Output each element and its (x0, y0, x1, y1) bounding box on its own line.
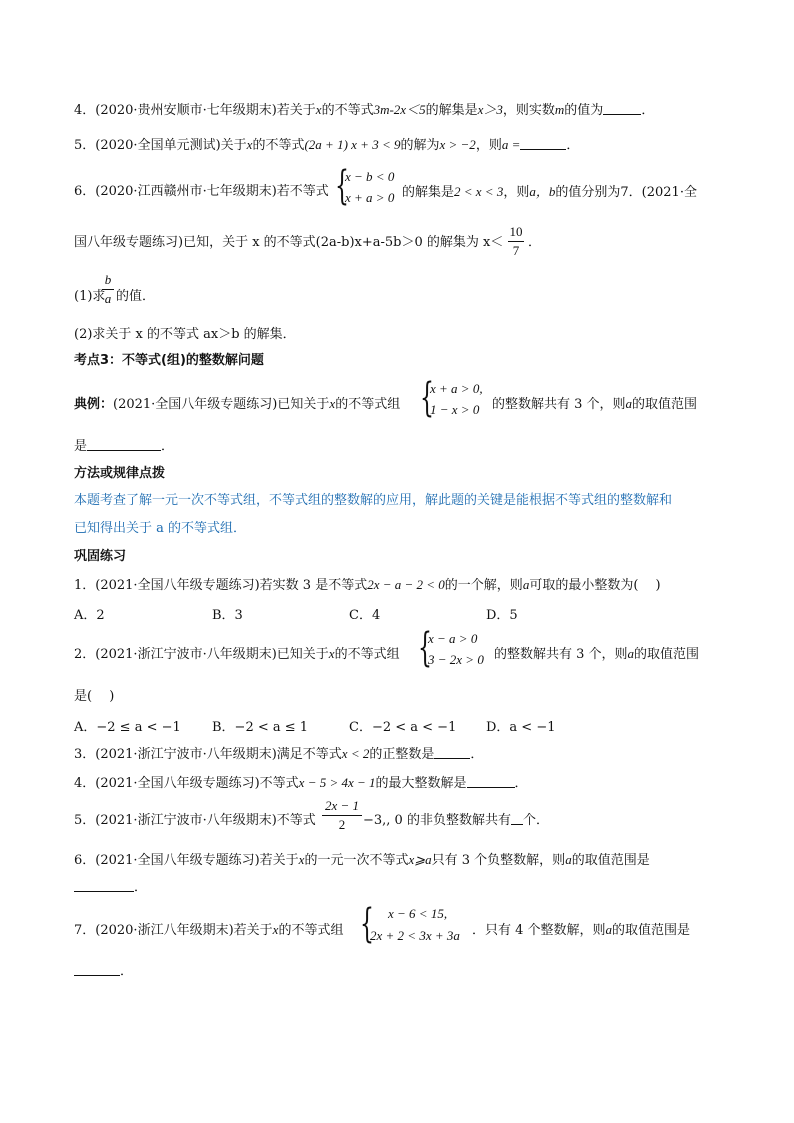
answer-blank[interactable] (603, 102, 641, 115)
fraction-b-a: b a (102, 272, 114, 307)
practice-7: 7．(2020·浙江八年级期末)若关于x的不等式组 (74, 922, 344, 938)
practice-6-line2: ． (74, 879, 147, 897)
inequality-system-example: { x + a > 0, 1 − x > 0 (420, 375, 483, 421)
practice-7-line2: ． (74, 963, 133, 981)
practice-2-line2: 是( ) (74, 689, 115, 704)
inequality-system-p7: { x − 6 < 15, 2x + 2 < 3x + 3a (360, 901, 460, 947)
question-7-part2: (2)求关于 x 的不等式 ax＞b 的解集． (74, 327, 296, 342)
practice-5: 5．(2021·浙江宁波市·八年级期末)不等式 (74, 813, 316, 828)
answer-blank[interactable] (74, 879, 134, 892)
brace-icon: { (335, 163, 349, 209)
option-b[interactable]: B．3 (212, 608, 243, 623)
practice-2: 2．(2021·浙江宁波市·八年级期末)已知关于x的不等式组 (74, 646, 400, 662)
question-4: 4．(2020·贵州安顺市·七年级期末)若关于x的不等式3m-2x＜5的解集是x＞3，则实数m的值为 ． (74, 102, 655, 118)
answer-blank[interactable] (87, 438, 161, 451)
example-question: 典例：(2021·全国八年级专题练习)已知关于x的不等式组 (74, 396, 401, 412)
practice-heading: 巩固练习 (74, 549, 127, 564)
example-line2: 是 ． (74, 439, 175, 454)
answer-blank[interactable] (520, 137, 566, 150)
method-heading: 方法或规律点拨 (74, 466, 166, 481)
option-c[interactable]: C．−2 < a < −1 (349, 720, 457, 735)
brace-icon: { (418, 625, 432, 671)
answer-blank[interactable] (74, 963, 120, 976)
inequality-system-p2: { x − a > 0 3 − 2x > 0 (418, 625, 484, 671)
question-6: 6．(2020·江西赣州市·七年级期末)若不等式 (74, 184, 329, 199)
option-a[interactable]: A．−2 ≤ a < −1 (74, 720, 181, 735)
inequality-system-q6: { x − b < 0 x + a > 0 (335, 163, 395, 209)
practice-2-cont: 的整数解共有 3 个，则a的取值范围 (494, 646, 700, 662)
practice-6: 6．(2021·全国八年级专题练习)若关于x的一元一次不等式x⩾a只有 3 个负整数解，则a的取值范围是 (74, 852, 650, 868)
example-cont: 的整数解共有 3 个，则a的取值范围 (492, 396, 698, 412)
question-5: 5．(2020·全国单元测试)关于x的不等式(2a + 1) x + 3 < 9的解为x > −2，则a = ． (74, 137, 580, 153)
option-d[interactable]: D．a < −1 (486, 720, 556, 735)
method-text-2: 已知得出关于 a 的不等式组． (74, 521, 247, 536)
brace-icon: { (360, 901, 374, 947)
answer-blank[interactable] (467, 775, 515, 788)
practice-7-cont: ．只有 4 个整数解，则a的取值范围是 (472, 922, 691, 938)
answer-blank[interactable] (434, 746, 470, 759)
brace-icon: { (420, 375, 434, 421)
fraction-10-7: 10 7 (509, 224, 523, 258)
section-heading: 考点3：不等式(组)的整数解问题 (74, 353, 264, 368)
practice-1: 1．(2021·全国八年级专题练习)若实数 3 是不等式2x − a − 2 < 0的一个解，则a可取的最小整数为( ) (74, 577, 661, 593)
option-d[interactable]: D．5 (486, 608, 518, 623)
option-c[interactable]: C．4 (349, 608, 381, 623)
question-7-part1: (1)求 (74, 289, 106, 304)
question-6-cont: 的解集是2 < x < 3，则a，b的值分别为7．(2021·全 (402, 184, 697, 200)
practice-5-cont: −3,, 0 的非负整数解共有 个． (363, 813, 549, 828)
option-b[interactable]: B．−2 < a ≤ 1 (212, 720, 309, 735)
option-a[interactable]: A．2 (74, 608, 105, 623)
punct: ． (528, 235, 542, 250)
question-7-part1-end: 的值． (116, 289, 156, 304)
fraction-2x-1-over-2: 2x − 1 2 (322, 798, 362, 833)
practice-4: 4．(2021·全国八年级专题练习)不等式x − 5 > 4x − 1的最大整数解是 ． (74, 775, 528, 791)
answer-blank[interactable] (511, 812, 523, 825)
method-text-1: 本题考查了解一元一次不等式组，不等式组的整数解的应用，解此题的关键是能根据不等式组的整数解和 (74, 493, 673, 508)
practice-3: 3．(2021·浙江宁波市·八年级期末)满足不等式x < 2的正整数是 ． (74, 746, 484, 762)
question-7-statement: 国八年级专题练习)已知，关于 x 的不等式(2a-b)x+a-5b＞0 的解集为 x＜ (74, 235, 504, 250)
